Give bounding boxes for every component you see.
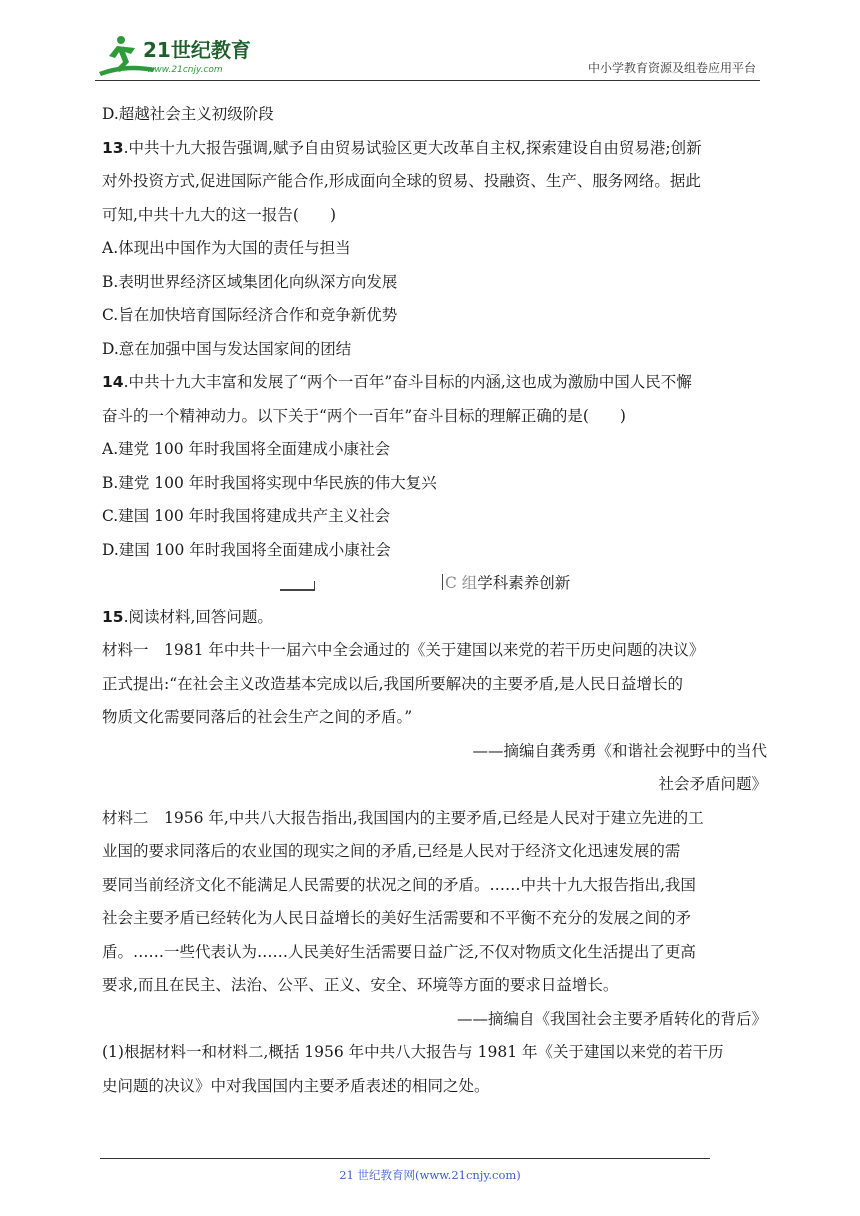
section-decoration [280,581,315,591]
source2: ——摘编自《我国社会主要矛盾转化的背后》 [456,1009,767,1028]
material1-line-3: 物质文化需要同落后的社会生产之间的矛盾。” [102,708,413,726]
page-header [95,32,760,81]
q13-stem-line-1: 13.中共十九大报告强调,赋予自由贸易试验区更大改革自主权,探索建设自由贸易港;创新 [102,138,702,157]
platform-name: 中小学教育资源及组卷应用平台 [587,61,756,75]
q12-option-d: D.超越社会主义初级阶段 [102,105,274,123]
q14-option-a: A.建党 100 年时我国将全面建成小康社会 [102,440,391,458]
material1-line-1: 材料一 1981 年中共十一届六中全会通过的《关于建国以来党的若干历史问题的决议》 [102,641,705,659]
section-group: C 组 [445,574,478,592]
q13-stem-line-2: 对外投资方式,促进国际产能合作,形成面向全球的贸易、投融资、生产、服务网络。据此 [102,172,701,190]
q14-option-d: D.建国 100 年时我国将全面建成小康社会 [102,540,391,559]
material2-line-5: 盾。……一些代表认为……人民美好生活需要日益广泛,不仅对物质文化生活提出了更高 [102,942,696,961]
document-body [102,98,767,1103]
section-heading [102,567,767,601]
q13-stem-line-3: 可知,中共十九大的这一报告( ) [102,205,337,224]
footer-divider [100,1158,710,1159]
q13-number: 13 [102,138,124,157]
q13-option-b: B.表明世界经济区域集团化向纵深方向发展 [102,272,398,291]
footer-text: 21 世纪教育网(www.21cnjy.com) [339,1168,521,1182]
material2-line-4: 社会主要矛盾已经转化为人民日益增长的美好生活需要和不平衡不充分的发展之间的矛 [102,909,692,927]
q14-stem-line-2: 奋斗的一个精神动力。以下关于“两个一百年”奋斗目标的理解正确的是( ) [102,406,626,425]
q13-option-d: D.意在加强中国与发达国家间的团结 [102,339,352,358]
q13-option-c: C.旨在加快培育国际经济合作和竞争新优势 [102,306,398,324]
q14-option-c: C.建国 100 年时我国将建成共产主义社会 [102,507,391,525]
material1-line-2: 正式提出:“在社会主义改造基本完成以后,我国所要解决的主要矛盾,是人民日益增长的 [102,674,684,693]
material2-line-3: 要同当前经济文化不能满足人民需要的状况之间的矛盾。……中共十九大报告指出,我国 [102,875,696,894]
21cnjy-logo [95,32,265,78]
q15-sub1-line-2: 史问题的决议》中对我国国内主要矛盾表述的相同之处。 [102,1076,490,1095]
q14-stem-line-1: 14.中共十九大丰富和发展了“两个一百年”奋斗目标的内涵,这也成为激励中国人民不懈 [102,373,692,391]
q15-stem: 15.阅读材料,回答问题。 [102,607,273,626]
q14-option-b: B.建党 100 年时我国将实现中华民族的伟大复兴 [102,473,437,492]
logo-title: 21世纪教育 [143,38,251,62]
q13-option-a: A.体现出中国作为大国的责任与担当 [102,239,351,257]
material2-line-1: 材料二 1956 年,中共八大报告指出,我国国内的主要矛盾,已经是人民对于建立先进的工 [102,808,704,827]
material2-line-6: 要求,而且在民主、法治、公平、正义、安全、环境等方面的要求日益增长。 [102,976,619,994]
material2-line-2: 业国的要求同落后的农业国的现实之间的矛盾,已经是人民对于经济文化迅速发展的需 [102,842,681,860]
logo-url: www.21cnjy.com [147,65,223,75]
source1-line-1: ——摘编自龚秀勇《和谐社会视野中的当代 [472,741,767,760]
section-title: C 组学科素养创新 [442,567,570,601]
source1-line-2: 社会矛盾问题》 [658,775,767,793]
q15-sub1-line-1: (1)根据材料一和材料二,概括 1956 年中共八大报告与 1981 年《关于建国以来党的若干历 [102,1043,724,1061]
q15-number: 15 [102,607,124,626]
q14-number: 14 [102,373,124,391]
